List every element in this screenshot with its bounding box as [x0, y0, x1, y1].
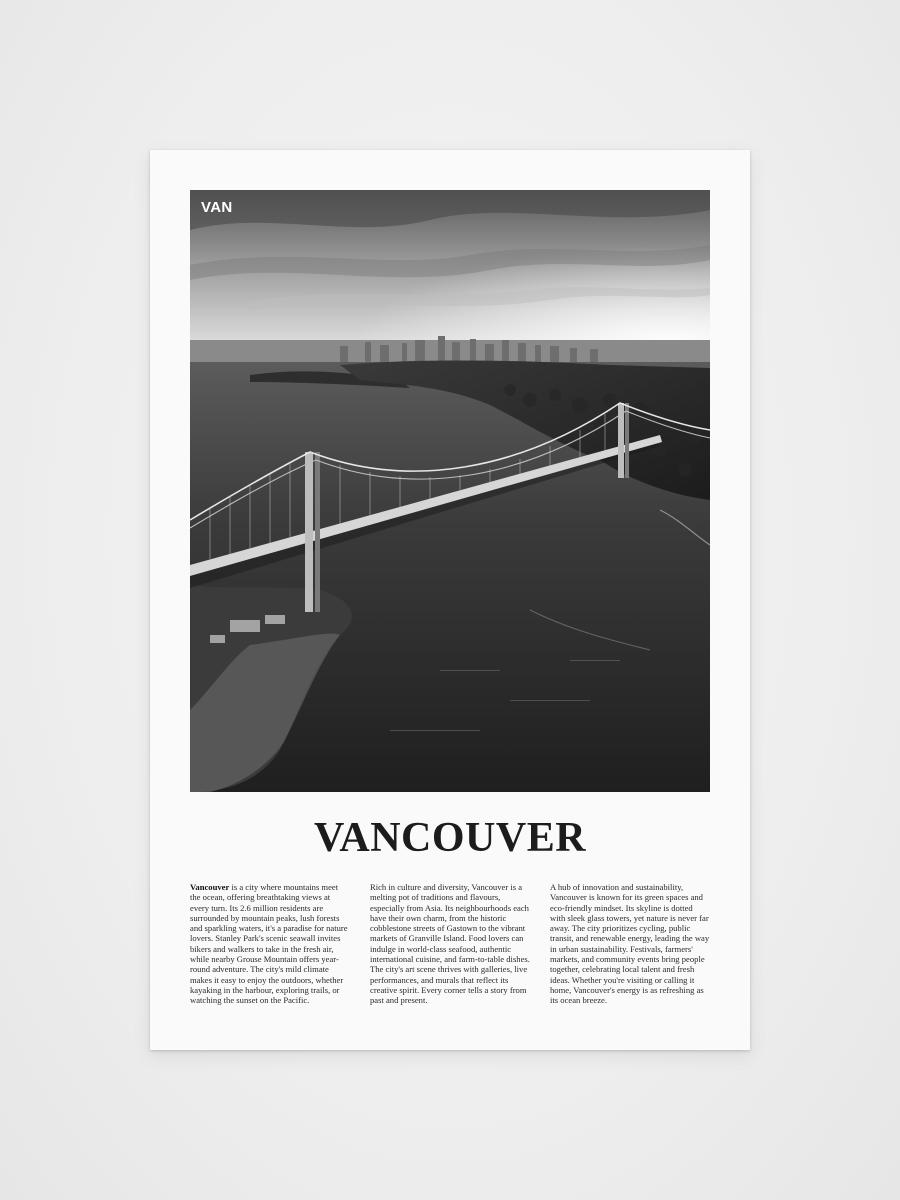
text-columns: [190, 882, 710, 1006]
column-1-text: is a city where mountains meet the ocean, offering breathtaking views at every turn. Its 2.6 million residents are surrounded by mountain peaks, lush forests and sparkling waters, it's a paradise for nature lovers. Stanley Park's scenic seawall invites bikers and walkers to take in the fresh air, while nearby Grouse Mountain offers year-round adventure. The city's mild climate makes it easy to enjoy the outdoors, whether kayaking in the harbour, exploring trails, or watching the sunset on the Pacific.: [190, 882, 348, 1006]
bridge-photo: [190, 190, 710, 792]
poster-title: VANCOUVER: [313, 815, 587, 861]
text-column-3: [550, 882, 710, 1006]
column-3-text: A hub of innovation and sustainability, Vancouver is known for its green spaces and eco-friendly mindset. Its skyline is dotted with sleek glass towers, yet nature is never far away. The city prioritizes cycling, public transit, and renewable energy, leading the way in urban sustainability. Festivals, farmers' markets, and community events bring people together, celebrating local talent and fresh ideas. Whether you're visiting or calling it home, Vancouver's energy is as refreshing as its ocean breeze.: [550, 882, 710, 1006]
column-2-text: Rich in culture and diversity, Vancouver is a melting pot of traditions and flavours, especially from Asia. Its neighbourhoods each have their own charm, from the historic cobblestone streets of Gastown to the vibrant markets of Granville Island. Food lovers can indulge in world-class seafood, authentic international cuisine, and farm-to-table dishes. The city's art scene thrives with galleries, live performances, and murals that reflect its creative spirit. Every corner tells a story from past and present.: [370, 882, 530, 1006]
photo-tag: VAN: [201, 199, 233, 216]
text-column-2: [370, 882, 530, 1006]
text-column-1: [190, 882, 350, 1006]
column-1-lead: Vancouver: [190, 882, 230, 892]
bridge-photo-image: [190, 190, 710, 792]
poster: [150, 150, 750, 1050]
